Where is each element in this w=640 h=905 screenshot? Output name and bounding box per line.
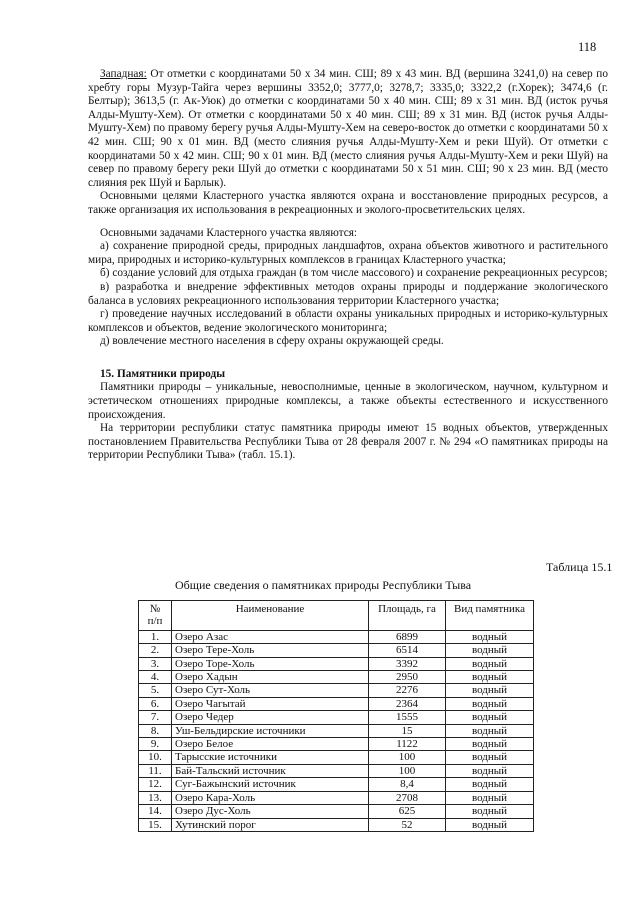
cell-number: 9. bbox=[139, 738, 172, 751]
table-row bbox=[139, 818, 534, 831]
spacer bbox=[88, 349, 608, 368]
cell-kind: водный bbox=[446, 684, 534, 697]
cell-kind: водный bbox=[446, 711, 534, 724]
task-b: б) создание условий для отдыха граждан (в том числе массового) и сохранение рекреационных ресурсов; bbox=[100, 267, 608, 280]
cell-number: 12. bbox=[139, 778, 172, 791]
cell-name: Тарысские источники bbox=[172, 751, 369, 764]
cell-number: 8. bbox=[139, 724, 172, 737]
task-a: а) сохранение природной среды, природных ландшафтов, охрана объектов животного и растительного мира, природных и историко-культурных комплексов в границах Кластерного участка; bbox=[88, 240, 608, 266]
cell-name: Озеро Хадын bbox=[172, 671, 369, 684]
cell-name: Озеро Чедер bbox=[172, 711, 369, 724]
goals-paragraph: Основными целями Кластерного участка являются охрана и восстановление природных ресурсов, а также организация их использования в рекреационных и эколого-просветительских целях. bbox=[88, 190, 608, 216]
table-row bbox=[139, 644, 534, 657]
cell-name: Суг-Бажынский источник bbox=[172, 778, 369, 791]
cell-number: 11. bbox=[139, 764, 172, 777]
cell-kind: водный bbox=[446, 751, 534, 764]
table-row bbox=[139, 671, 534, 684]
cell-number: 5. bbox=[139, 684, 172, 697]
monuments-table bbox=[138, 600, 534, 832]
table-row bbox=[139, 805, 534, 818]
table-row bbox=[139, 630, 534, 643]
cell-name: Озеро Торе-Холь bbox=[172, 657, 369, 670]
table-number-label: Таблица 15.1 bbox=[546, 560, 613, 574]
table-row bbox=[139, 791, 534, 804]
tasks-intro: Основными задачами Кластерного участка являются: bbox=[100, 226, 358, 239]
cell-area: 1555 bbox=[369, 711, 446, 724]
section-paragraph-2: На территории республики статус памятника природы имеют 15 водных объектов, утвержденных постановлением Правительства Республики Тыва от 28 февраля 2007 г. № 294 «О памятниках природы на территории Республики Тыва» (табл. 15.1). bbox=[88, 422, 608, 462]
cell-area: 2364 bbox=[369, 697, 446, 710]
header-number-line1: № bbox=[149, 603, 161, 615]
section-heading: 15. Памятники природы bbox=[100, 367, 226, 380]
table-row bbox=[139, 778, 534, 791]
table-body bbox=[139, 630, 534, 831]
cell-area: 6514 bbox=[369, 644, 446, 657]
cell-name: Озеро Азас bbox=[172, 630, 369, 643]
cell-number: 7. bbox=[139, 711, 172, 724]
west-border-text: От отметки с координатами 50 х 34 мин. СШ; 89 х 43 мин. ВД (вершина 3241,0) на север по хребту горы Музур-Тайга через вершины 3352,0; 3777,0; 3278,7; 3335,0; 3322,2 (г.Хорек); 3474,6 (г. Белтыр); 3613,5 (г. Ак-Уюк) до отметки с координатами 50 х 40 мин. СШ; 89 х 31 мин. ВД (исток ручья Алды-Мушту-Хем). От отметки с координатами 50 х 40 мин. СШ; 89 х 31 мин. ВД (исток ручья Алды-Мушту-Хем) по правому берегу ручья Алды-Мушту-Хем на северо-восток до отметки с координатами 50 х 42 мин. СШ; 90 х 01 мин. ВД (место слияния ручья Алды-Мушту-Хем и реки Шуй). От отметки с координатами 50 х 42 мин. СШ; 90 х 01 мин. ВД (место слияния ручья Алды-Мушту-Хем и реки Шуй) на север по правому берегу реки Шуй до отметки с координатами 50 х 51 мин. СШ; 90 х 23 мин. ВД (место слияния рек Шуй и Барлык). bbox=[88, 68, 608, 189]
cell-number: 1. bbox=[139, 630, 172, 643]
header-name: Наименование bbox=[172, 601, 369, 631]
cell-area: 1122 bbox=[369, 738, 446, 751]
spacer bbox=[88, 218, 608, 227]
cell-name: Озеро Тере-Холь bbox=[172, 644, 369, 657]
cell-number: 2. bbox=[139, 644, 172, 657]
cell-name: Озеро Чагытай bbox=[172, 697, 369, 710]
cell-number: 4. bbox=[139, 671, 172, 684]
cell-number: 10. bbox=[139, 751, 172, 764]
cell-kind: водный bbox=[446, 778, 534, 791]
cell-area: 52 bbox=[369, 818, 446, 831]
cell-area: 8,4 bbox=[369, 778, 446, 791]
cell-area: 2276 bbox=[369, 684, 446, 697]
cell-name: Уш-Бельдирские источники bbox=[172, 724, 369, 737]
task-e: д) вовлечение местного населения в сферу охраны окружающей среды. bbox=[100, 335, 444, 348]
cell-kind: водный bbox=[446, 724, 534, 737]
west-border-paragraph bbox=[88, 68, 608, 190]
table-row bbox=[139, 738, 534, 751]
header-kind: Вид памятника bbox=[446, 601, 534, 631]
cell-name: Озеро Кара-Холь bbox=[172, 791, 369, 804]
cell-kind: водный bbox=[446, 791, 534, 804]
table-row bbox=[139, 724, 534, 737]
body-text bbox=[88, 68, 608, 463]
cell-area: 100 bbox=[369, 751, 446, 764]
table-header-row bbox=[139, 601, 534, 631]
cell-kind: водный bbox=[446, 697, 534, 710]
page-number: 118 bbox=[578, 40, 597, 54]
cell-kind: водный bbox=[446, 818, 534, 831]
cell-number: 13. bbox=[139, 791, 172, 804]
cell-area: 2950 bbox=[369, 671, 446, 684]
cell-area: 625 bbox=[369, 805, 446, 818]
header-number bbox=[139, 601, 172, 631]
task-c: в) разработка и внедрение эффективных методов охраны природы и поддержание экологического баланса в условиях рекреационного использования территории Кластерного участка; bbox=[88, 280, 608, 307]
cell-area: 2708 bbox=[369, 791, 446, 804]
table-row bbox=[139, 697, 534, 710]
cell-kind: водный bbox=[446, 805, 534, 818]
cell-kind: водный bbox=[446, 738, 534, 751]
cell-number: 6. bbox=[139, 697, 172, 710]
cell-kind: водный bbox=[446, 644, 534, 657]
cell-area: 15 bbox=[369, 724, 446, 737]
table-row bbox=[139, 751, 534, 764]
task-d: г) проведение научных исследований в области охраны уникальных природных и историко-культурных комплексов и объектов, ведение экологического мониторинга; bbox=[88, 308, 608, 334]
header-number-line2: п/п bbox=[147, 615, 163, 628]
cell-name: Хутинский порог bbox=[172, 818, 369, 831]
west-border-label: Западная: bbox=[100, 68, 147, 80]
table-title: Общие сведения о памятниках природы Республики Тыва bbox=[175, 578, 472, 592]
table-row bbox=[139, 711, 534, 724]
cell-name: Озеро Дус-Холь bbox=[172, 805, 369, 818]
cell-kind: водный bbox=[446, 671, 534, 684]
cell-name: Бай-Тальский источник bbox=[172, 764, 369, 777]
header-area: Площадь, га bbox=[369, 601, 446, 631]
cell-area: 100 bbox=[369, 764, 446, 777]
table-row bbox=[139, 764, 534, 777]
cell-kind: водный bbox=[446, 657, 534, 670]
cell-area: 6899 bbox=[369, 630, 446, 643]
cell-area: 3392 bbox=[369, 657, 446, 670]
cell-number: 3. bbox=[139, 657, 172, 670]
cell-kind: водный bbox=[446, 764, 534, 777]
table-row bbox=[139, 684, 534, 697]
cell-number: 14. bbox=[139, 805, 172, 818]
cell-name: Озеро Сут-Холь bbox=[172, 684, 369, 697]
cell-number: 15. bbox=[139, 818, 172, 831]
cell-kind: водный bbox=[446, 630, 534, 643]
table-row bbox=[139, 657, 534, 670]
cell-name: Озеро Белое bbox=[172, 738, 369, 751]
section-paragraph-1: Памятники природы – уникальные, невосполнимые, ценные в экологическом, научном, культурном и эстетическом отношениях природные комплексы, а также объекты естественного и искусственного происхождения. bbox=[88, 381, 608, 421]
